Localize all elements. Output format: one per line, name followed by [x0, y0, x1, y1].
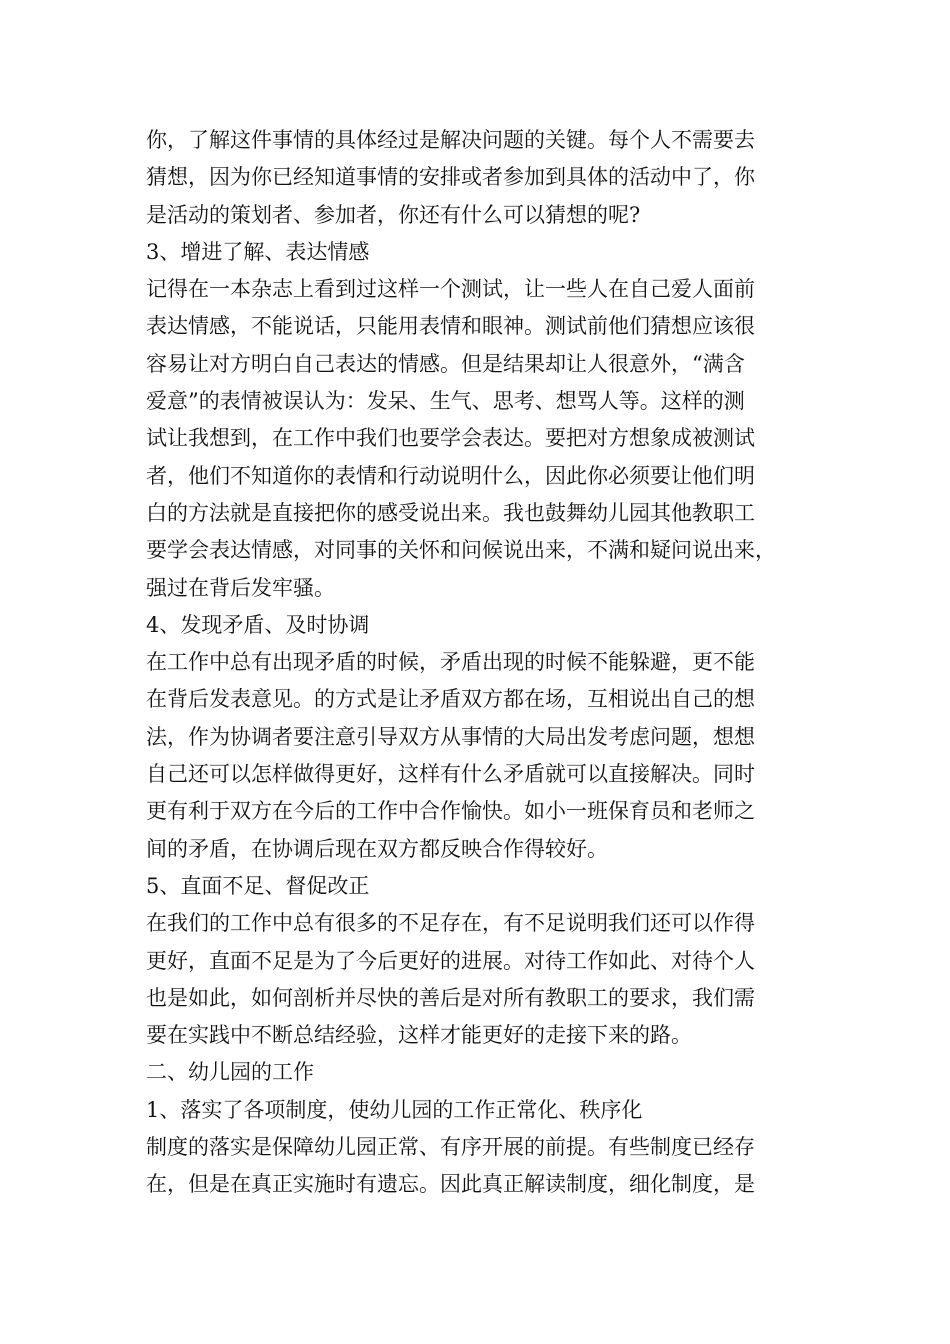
- text-line: 是活动的策划者、参加者，你还有什么可以猜想的呢?: [146, 202, 641, 227]
- text-line: 要学会表达情感，对同事的关怀和问候说出来，不满和疑问说出来，: [146, 538, 776, 563]
- section-heading: 3、增进了解、表达情感: [146, 239, 370, 264]
- text-line: 白的方法就是直接把你的感受说出来。我也鼓舞幼儿园其他教职工: [146, 500, 755, 525]
- text-line: 自己还可以怎样做得更好，这样有什么矛盾就可以直接解决。同时: [146, 762, 755, 787]
- text-line: 者，他们不知道你的表情和行动说明什么，因此你必须要让他们明: [146, 463, 755, 488]
- section-heading: 4、发现矛盾、及时协调: [146, 612, 370, 637]
- text-line: 在工作中总有出现矛盾的时候，矛盾出现的时候不能躲避，更不能: [146, 650, 755, 675]
- text-line: 记得在一本杂志上看到过这样一个测试，让一些人在自己爱人面前: [146, 277, 755, 302]
- text-line: 更好，直面不足是为了今后更好的进展。对待工作如此、对待个人: [146, 948, 755, 973]
- text-line: 容易让对方明白自己表达的情感。但是结果却让人很意外，“满含: [146, 351, 745, 376]
- text-line: 间的矛盾，在协调后现在双方都反映合作得较好。: [146, 836, 608, 861]
- text-line: 更有利于双方在今后的工作中合作愉快。如小一班保育员和老师之: [146, 799, 755, 824]
- text-line: 在我们的工作中总有很多的不足存在，有不足说明我们还可以作得: [146, 911, 755, 936]
- text-line: 制度的落实是保障幼儿园正常、有序开展的前提。有些制度已经存: [146, 1135, 755, 1160]
- text-line: 也是如此，如何剖析并尽快的善后是对所有教职工的要求，我们需: [146, 985, 755, 1010]
- text-line: 在背后发表意见。的方式是让矛盾双方都在场，互相说出自己的想: [146, 687, 755, 712]
- text-line: 试让我想到，在工作中我们也要学会表达。要把对方想象成被测试: [146, 426, 755, 451]
- text-line: 强过在背后发牢骚。: [146, 575, 335, 600]
- section-heading: 1、落实了各项制度，使幼儿园的工作正常化、秩序化: [146, 1097, 643, 1122]
- text-line: 在，但是在真正实施时有遗忘。因此真正解读制度，细化制度，是: [146, 1172, 755, 1197]
- text-line: 你，了解这件事情的具体经过是解决问题的关键。每个人不需要去: [146, 128, 755, 152]
- text-line: 要在实践中不断总结经验，这样才能更好的走接下来的路。: [146, 1023, 692, 1048]
- text-line: 表达情感，不能说话，只能用表情和眼神。测试前他们猜想应该很: [146, 314, 755, 339]
- text-line: 猜想，因为你已经知道事情的安排或者参加到具体的活动中了，你: [146, 165, 755, 190]
- document-page: [146, 122, 810, 1204]
- chapter-heading: 二、幼儿园的工作: [146, 1060, 314, 1085]
- text-line: 法，作为协调者要注意引导双方从事情的大局出发考虑问题，想想: [146, 724, 755, 749]
- text-line: 爱意”的表情被误认为：发呆、生气、思考、想骂人等。这样的测: [146, 389, 745, 414]
- section-heading: 5、直面不足、督促改正: [146, 873, 370, 898]
